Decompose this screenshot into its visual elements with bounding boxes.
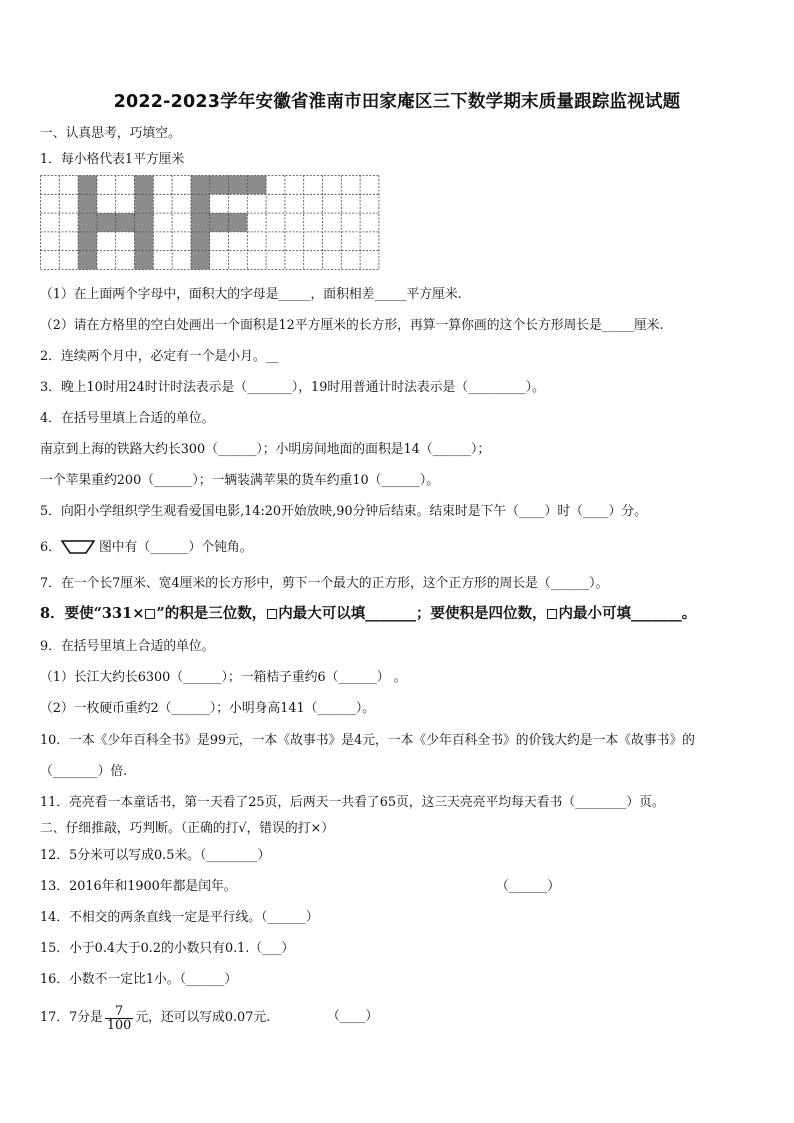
question-8-part-d: 内最小可填_______。 bbox=[558, 605, 697, 622]
fraction-numerator: 7 bbox=[105, 1005, 133, 1019]
shaded-cell bbox=[191, 213, 210, 232]
question-14: 14．不相交的两条直线一定是平行线。（______） bbox=[40, 910, 319, 925]
question-8 bbox=[40, 602, 696, 623]
question-12: 12．5分米可以写成0.5米。（________） bbox=[40, 848, 271, 863]
shaded-cell bbox=[135, 176, 154, 195]
page-title: 2022-2023学年安徽省淮南市田家庵区三下数学期末质量跟踪监视试题 bbox=[113, 92, 681, 112]
blank-box-icon bbox=[547, 609, 557, 619]
shaded-cell bbox=[78, 194, 97, 213]
question-17-answer-blank: （____） bbox=[327, 1009, 379, 1024]
shaded-cell bbox=[210, 176, 229, 195]
question-4: 4．在括号里填上合适的单位。 bbox=[40, 411, 215, 426]
question-8-part-b: ”的积是三位数， bbox=[156, 605, 267, 622]
section-heading-1: 一、认真思考，巧填空。 bbox=[40, 126, 181, 141]
shaded-cell bbox=[135, 194, 154, 213]
question-2: 2．连续两个月中，必定有一个是小月。__ bbox=[40, 349, 279, 364]
shaded-cell bbox=[210, 213, 229, 232]
letter-grid-figure bbox=[40, 175, 380, 271]
shaded-cell bbox=[78, 251, 97, 270]
shaded-cell bbox=[191, 232, 210, 251]
question-9-part-2: （2）一枚硬币重约2（______）；小明身高141（______）。 bbox=[40, 701, 376, 716]
shaded-cell bbox=[78, 232, 97, 251]
question-10-line-a: 10．一本《少年百科全书》是99元，一本《故事书》是4元，一本《少年百科全书》的价钱大约是一本《故事书》的 bbox=[40, 733, 695, 748]
question-3: 3．晚上10时用24时计时法表示是（_______），19时用普通计时法表示是（_________）。 bbox=[40, 380, 545, 395]
shaded-cell bbox=[135, 232, 154, 251]
question-1-part-2: （2）请在方格里的空白处画出一个面积是12平方厘米的长方形，再算一算你画的这个长方形周长是_____厘米. bbox=[40, 318, 664, 333]
shaded-cell bbox=[135, 251, 154, 270]
shaded-cell bbox=[191, 194, 210, 213]
question-9-part-1: （1）长江大约长6300（______）；一箱桔子重约6（______） 。 bbox=[40, 670, 407, 685]
question-13: 13．2016年和1900年都是闰年。 bbox=[40, 879, 237, 894]
fraction-denominator: 100 bbox=[106, 1018, 132, 1033]
question-4-line-a: 南京到上海的铁路大约长300（______）；小明房间地面的面积是14（______）； bbox=[40, 442, 491, 457]
fraction bbox=[105, 1005, 133, 1032]
shaded-cell bbox=[116, 213, 135, 232]
shaded-cell bbox=[97, 213, 116, 232]
shaded-cell bbox=[191, 176, 210, 195]
question-17 bbox=[40, 1005, 270, 1032]
shaded-cell bbox=[191, 251, 210, 270]
question-17-part-a: 17．7分是 bbox=[40, 1010, 103, 1025]
question-8-part-c: 内最大可以填_______；要使积是四位数， bbox=[278, 605, 547, 622]
question-6-number: 6． bbox=[40, 540, 61, 555]
question-9: 9．在括号里填上合适的单位。 bbox=[40, 639, 215, 654]
question-6 bbox=[40, 536, 253, 555]
question-13-answer-blank: （______） bbox=[496, 879, 560, 894]
shaded-cell bbox=[247, 176, 266, 195]
blank-box-icon bbox=[145, 609, 155, 619]
question-8-part-a: 8．要使“331× bbox=[40, 605, 145, 622]
question-1: 1．每小格代表1平方厘米 bbox=[40, 152, 185, 167]
question-11: 11．亮亮看一本童话书，第一天看了25页，后两天一共看了65页，这三天亮亮平均每天看书（________）页。 bbox=[40, 795, 665, 810]
question-10-line-b: （_______）倍. bbox=[40, 764, 128, 779]
shaded-cell bbox=[78, 176, 97, 195]
question-15: 15．小于0.4大于0.2的小数只有0.1.（___） bbox=[40, 941, 295, 956]
shaded-cell bbox=[229, 176, 248, 195]
shaded-cell bbox=[135, 213, 154, 232]
blank-box-icon bbox=[267, 609, 277, 619]
question-16: 16．小数不一定比1小。（______） bbox=[40, 972, 238, 987]
shaded-cell bbox=[229, 213, 248, 232]
question-6-text: 图中有（______）个钝角。 bbox=[98, 540, 253, 555]
question-5: 5．向阳小学组织学生观看爱国电影,14:20开始放映,90分钟后结束。结束时是下午（____）时（____）分。 bbox=[40, 504, 647, 519]
question-7: 7．在一个长7厘米、宽4厘米的长方形中，剪下一个最大的正方形，这个正方形的周长是（______）。 bbox=[40, 576, 609, 591]
trapezoid-icon bbox=[61, 540, 95, 554]
shaded-cell bbox=[78, 213, 97, 232]
question-17-part-b: 元，还可以写成0.07元. bbox=[135, 1010, 271, 1025]
section-heading-2: 二、仔细推敲，巧判断。（正确的打√，错误的打×） bbox=[40, 821, 335, 836]
question-4-line-b: 一个苹果重约200（______）；一辆装满苹果的货车约重10（______）。 bbox=[40, 473, 440, 488]
question-1-part-1: （1）在上面两个字母中，面积大的字母是_____，面积相差_____平方厘米. bbox=[40, 287, 462, 302]
